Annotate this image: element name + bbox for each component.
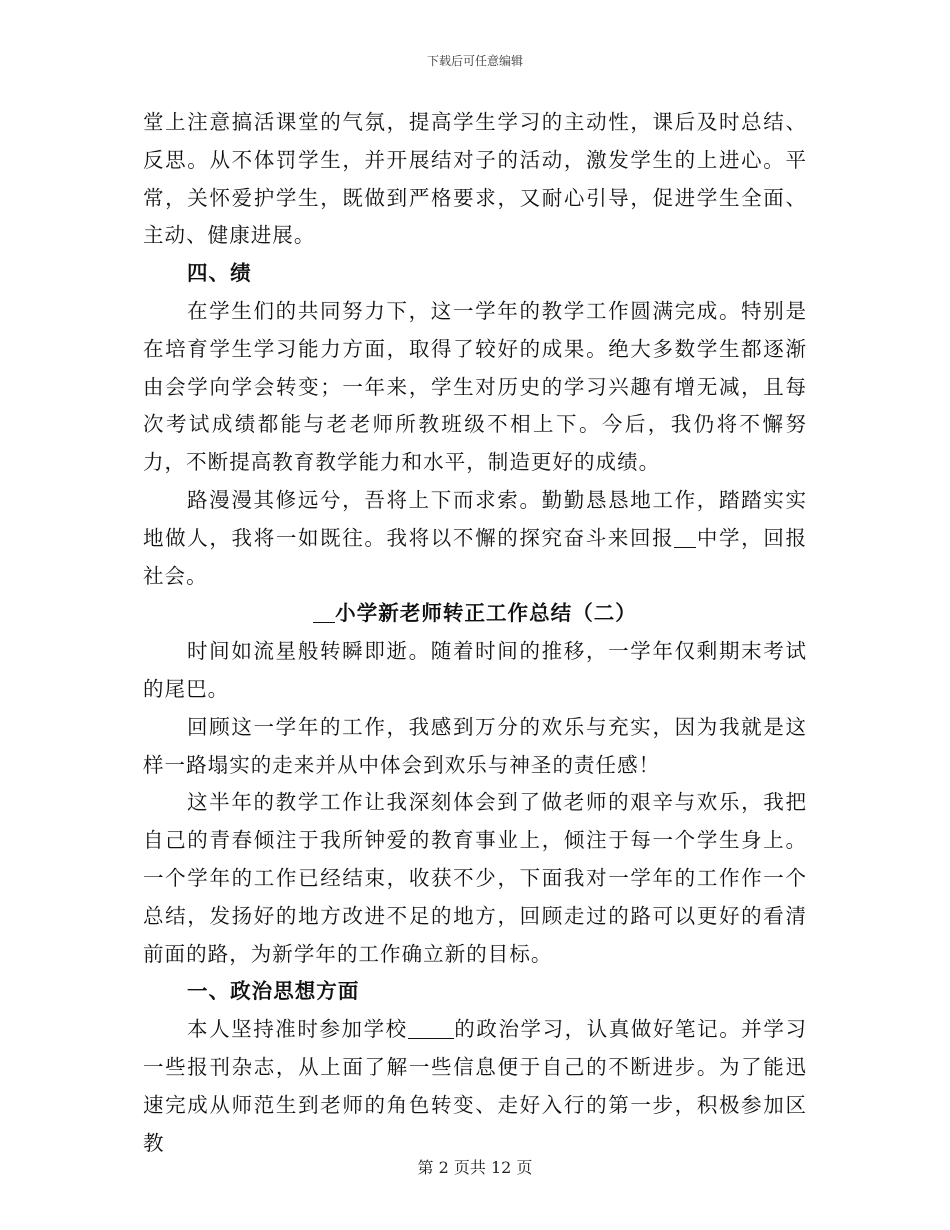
page-footer: 第 2 页共 12 页 bbox=[417, 1158, 533, 1177]
section-heading-politics: 一、政治思想方面 bbox=[187, 979, 360, 1004]
paragraph-closing bbox=[143, 482, 807, 595]
fill-in-blank bbox=[408, 1018, 454, 1040]
title-text: 小学新老师转正工作总结（二） bbox=[335, 601, 637, 626]
page-header: 下载后可任意编辑 bbox=[426, 54, 523, 68]
paragraph-summary: 这半年的教学工作让我深刻体会到了做老师的艰辛与欢乐，我把自己的青春倾注于我所钟爱的教育事业上，倾注于每一个学生身上。一个学年的工作已经结束，收获不少，下面我对一学年的工作作一个总结，发扬好的地方改进不足的地方，回顾走过的路可以更好的看清前面的路，为新学年的工作确立新的目标。 bbox=[143, 790, 807, 966]
document-body bbox=[143, 104, 807, 1162]
text-segment: 中学，回报社会。 bbox=[143, 525, 808, 588]
text-segment: 本人坚持准时参加学校 bbox=[187, 1017, 408, 1042]
paragraph-continued: 堂上注意搞活课堂的气氛，提高学生学习的主动性，课后及时总结、反思。从不体罚学生，并开展结对子的活动，激发学生的上进心。平常，关怀爱护学生，既做到严格要求，又耐心引导，促进学生全面、主动、健康进展。 bbox=[143, 110, 807, 248]
paragraph-achievements: 在学生们的共同努力下，这一学年的教学工作圆满完成。特别是在培育学生学习能力方面，取得了较好的成果。绝大多数学生都逐渐由会学向学会转变；一年来，学生对历史的学习兴趣有增无减，且每次考试成绩都能与老老师所教班级不相上下。今后，我仍将不懈努力，不断提高教育教学能力和水平，制造更好的成绩。 bbox=[143, 298, 807, 475]
paragraph-review: 回顾这一学年的工作，我感到万分的欢乐与充实，因为我就是这样一路塌实的走来并从中体会到欢乐与神圣的责任感！ bbox=[143, 714, 807, 777]
paragraph-politics bbox=[143, 1011, 807, 1162]
text-segment: 路漫漫其修远兮，吾将上下而求索。勤勤恳恳地工作，踏踏实实地做人，我将一如既往。我将以不懈的探究奋斗来回报 bbox=[143, 487, 807, 550]
fill-in-blank bbox=[674, 526, 696, 548]
paragraph-intro: 时间如流星般转瞬即逝。随着时间的推移，一学年仅剩期末考试的尾巴。 bbox=[143, 639, 807, 701]
section-heading-achievements: 四、绩 bbox=[187, 261, 252, 286]
document-title bbox=[143, 595, 807, 633]
text-segment: 的政治学习，认真做好笔记。并学习一些报刊杂志，从上面了解一些信息便于自己的不断进步。为了能迅速完成从师范生到老师的角色转变、走好入行的第一步，积极参加区教 bbox=[143, 1017, 807, 1155]
fill-in-blank bbox=[313, 602, 335, 624]
